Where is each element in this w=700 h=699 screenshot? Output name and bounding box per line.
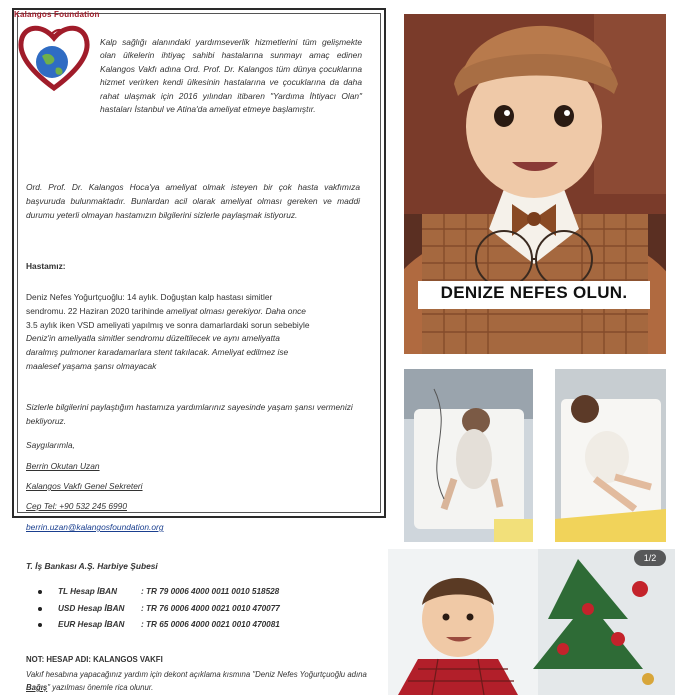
request-paragraph: Ord. Prof. Dr. Kalangos Hoca'ya ameliyat olmak isteyen bir çok hasta vakfımıza başvuruda bulunmaktadır. Bunlardan acil olarak ameliyat olması gereken ve maddi durumu yeterli olmayan hastamızın bilgilerini sizlerle paylaşmak istiyoruz. <box>26 182 360 221</box>
donation-note-emphasis: Bağış <box>26 683 48 692</box>
iban-label: TL Hesap İBAN <box>58 587 117 596</box>
bullet-icon <box>38 590 42 594</box>
signer-phone: Cep Tel: +90 532 245 6990 <box>26 501 127 511</box>
signer-name: Berrin Okutan Uzan <box>26 461 100 471</box>
bullet-icon <box>38 607 42 611</box>
intro-paragraph: Kalp sağlığı alanındaki yardımseverlik hizmetlerini tüm gelişmekte olan ülkelerin ihtiyaç sahibi hastalarına sunmayı amaç edinen Kalangos Vakfı adına Ord. Prof. Dr. Kalangos tüm dünya çocuklarına hizmet verirken kendi ülkesinin hastalarına ve çocuklarına da daha rahat ulaşmak için 2016 yılından itibaren "Yardıma İhtiyacı Olan" hastaları İstanbul ve Atina'da ameliyat etmeye başlamıştır. <box>100 37 362 115</box>
case-line: daralmış pulmoner karadamarlara stent takılacak. Ameliyat edilmez ise <box>26 347 289 358</box>
patient-heading: Hastamız: <box>26 261 66 271</box>
signer-title: Kalangos Vakfı Genel Sekreteri <box>26 481 143 491</box>
donation-note-part: " yazılması önemle rica olunur. <box>47 683 154 692</box>
iban-value: : TR 79 0006 4000 0011 0010 518528 <box>141 587 280 596</box>
photo-caption: DENIZE NEFES OLUN. <box>440 283 628 302</box>
iban-row-tl <box>38 587 279 596</box>
case-line: Deniz Nefes Yoğurtçuoğlu: 14 aylık. Doğuştan kalp hastası simitler <box>26 292 273 302</box>
iban-value: : TR 65 0006 4000 0021 0010 470081 <box>141 620 280 629</box>
patient-case-text <box>26 291 360 374</box>
account-name-note: NOT: HESAP ADI: KALANGOS VAKFI <box>26 655 163 664</box>
case-line: 3.5 aylık iken VSD ameliyati yapılmış ve sonra damarlardaki sorun sebebiyle <box>26 319 310 330</box>
case-line-part: ameliyat olması gerekiyor. <box>166 305 264 316</box>
bank-title: T. İş Bankası A.Ş. Harbiye Şubesi <box>26 561 158 571</box>
donation-note-part: Vakıf hesabına yapacağınız yardım için dekont açıklama kısmına "Deniz Nefes Yoğurtçuoğlu adına <box>26 670 367 679</box>
iban-label: EUR Hesap İBAN <box>58 620 125 629</box>
foundation-logo-text: Kalangos Foundation <box>14 10 100 19</box>
case-line-part: Daha once <box>265 305 306 316</box>
case-line: Deniz'in ameliyatla simitler sendromu düzeltilecek ve aynı ameliyatta <box>26 333 280 344</box>
donation-note <box>26 668 370 694</box>
hospital-photo-right <box>555 369 666 542</box>
iban-row-usd <box>38 604 280 613</box>
hospital-photo-left <box>404 369 533 542</box>
case-line: maalesef yaşama şansı olmayacak <box>26 360 157 371</box>
case-line <box>26 305 360 319</box>
page-indicator-badge: 1/2 <box>634 550 666 566</box>
closing-text: Saygılarımla, <box>26 440 75 450</box>
appeal-paragraph: Sizlerle bilgilerini paylaştığım hastamıza yardımlarınız sayesinde yaşam şansı vermenizi bekliyoruz. <box>26 402 353 426</box>
case-line-part: sendromu. 22 Haziran 2020 tarihinde <box>26 305 164 316</box>
kalangos-heart-logo-icon <box>14 18 94 92</box>
iban-label: USD Hesap İBAN <box>58 604 125 613</box>
iban-value: : TR 76 0006 4000 0021 0010 470077 <box>141 604 280 613</box>
bullet-icon <box>38 623 42 627</box>
contact-email-link[interactable]: berrin.uzan@kalangosfoundation.org <box>26 522 164 532</box>
christmas-baby-photo <box>388 549 675 695</box>
iban-row-eur <box>38 620 280 629</box>
